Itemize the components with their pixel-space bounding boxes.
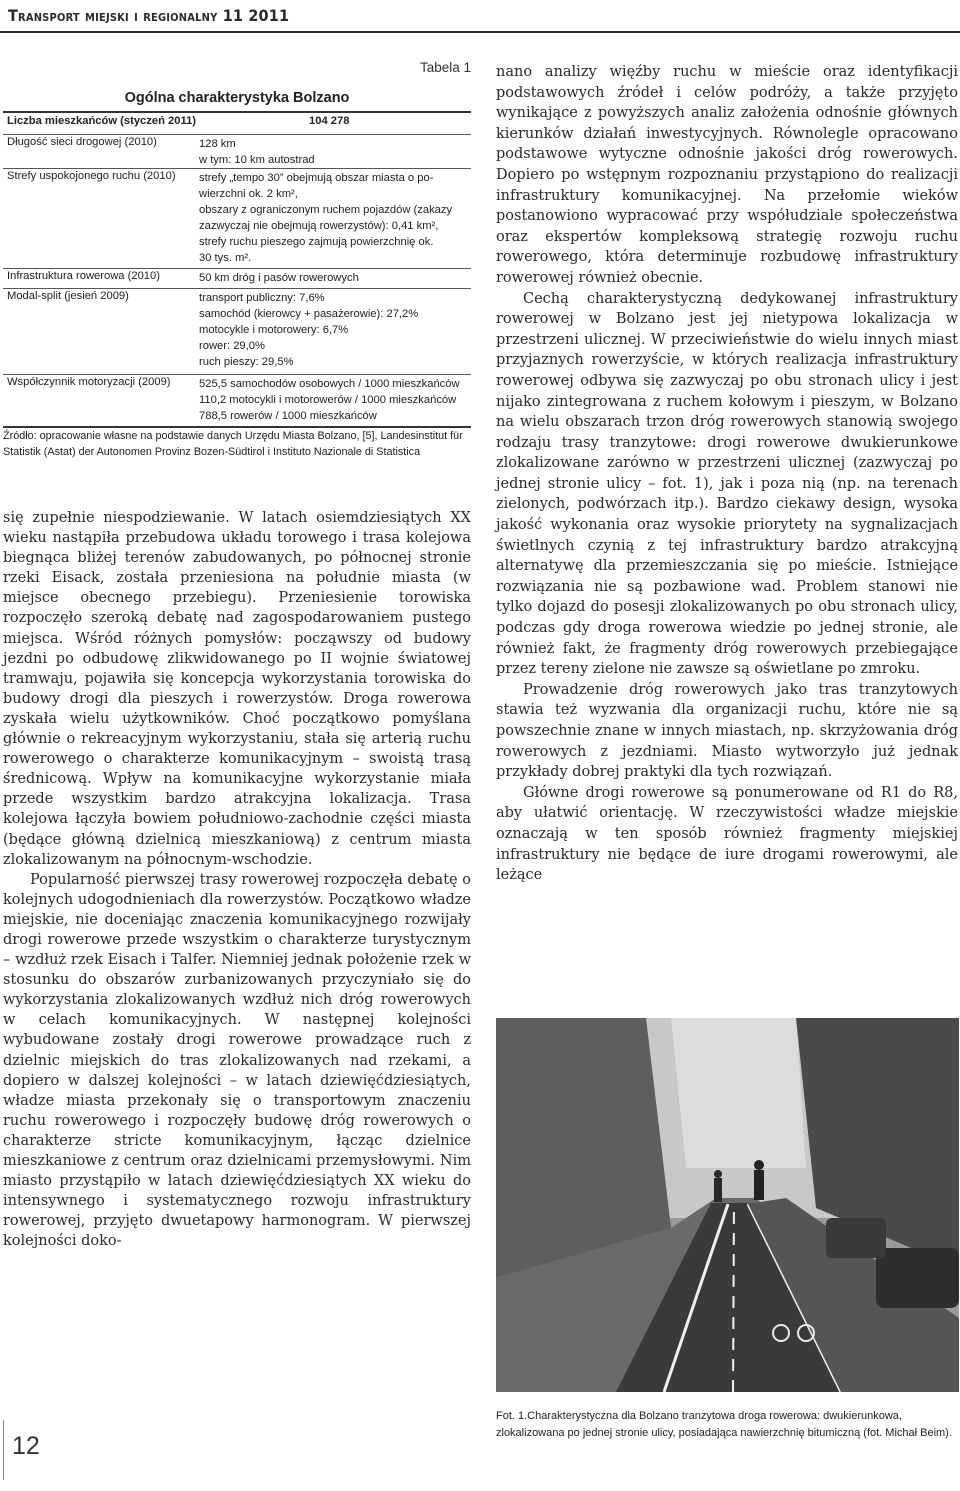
page-header (0, 0, 960, 34)
row-value (199, 270, 471, 286)
population-label: Liczba mieszkańców (styczeń 2011) (7, 115, 197, 127)
table-rule (3, 374, 471, 375)
header-rule (0, 31, 960, 33)
journal-title (8, 6, 289, 25)
row-value-line: 788,5 rowerów / 1000 mieszkańców (199, 410, 377, 422)
page-number: 12 (12, 1432, 40, 1460)
photo-caption: Fot. 1.Charakterystyczna dla Bolzano tranzytowa droga rowerowa: dwukierunkowa, zlokalizowana po jednej stronie ulicy, posiadająca nawierzchnię bitumiczną (fot. Michał Beim). (496, 1410, 952, 1439)
table-1 (3, 60, 471, 480)
table-rule (3, 134, 471, 135)
row-value-line: 50 km dróg i pasów rowerowych (199, 272, 359, 284)
paragraph: Prowadzenie dróg rowerowych jako tras tranzytowych stawia też wyzwania dla organizacji ruchu, które nie są powszechnie znane w innych miastach, np. skrzyżowania dróg rowerowych z jezdniami. Miasto wytworzyło już jednak przykłady dobrej praktyki dla tych rozwiązań. (496, 681, 958, 781)
row-value-line: motocykle i motorowery: 6,7% (199, 324, 349, 336)
row-value-line: wierzchni ok. 2 km², (199, 188, 298, 200)
row-label: Długość sieci drogowej (2010) (7, 136, 157, 148)
table-rule-top (3, 111, 471, 113)
table-title: Ogólna charakterystyka Bolzano (124, 90, 350, 106)
row-value-line: transport publiczny: 7,6% (199, 292, 325, 304)
page-number-rule (3, 1420, 4, 1480)
row-value-line: obszary z ograniczonym ruchem pojazdów (zakazy (199, 204, 453, 216)
row-value (199, 376, 471, 424)
row-value-line: 525,5 samochodów osobowych / 1000 mieszkańców (199, 378, 460, 390)
row-label: Infrastruktura rowerowa (2010) (7, 270, 160, 282)
paragraph: się zupełnie niespodziewanie. W latach osiemdziesiątych XX wieku nastąpiła przebudowa układu torowego i trasa kolejowa biegnąca bliżej terenów zabudowanych, po północnej stronie rzeki Eisack, została przeniesiona na południe miasta (w miejsce obecnego przebiegu). Przeniesienie torowiska rozpoczęło szeroką debatę nad zagospodarowaniem pustego miejsca. Wśród różnych pomysłów: począwszy od budowy jezdni po odbudowę zlikwidowanego po II wojnie światowej tramwaju, pojawiła się koncepcja wykorzystania torowiska do budowy drogi dla pieszych i rowerzystów. Droga rowerowa zyskała wielu użytkowników. Choć początkowo pomyślana głównie o rekreacyjnym wykorzystaniu, stała się arterią ruchu rowerowego o charakterze komunikacyjnym – swoistą trasą średnicową. Wpływ na komunikacyjne wykorzystanie miała przede wszystkim bardzo atrakcyjna lokalizacja. Trasa kolejowa łączyła bowiem południowo-zachodnie części miasta (będące główną dzielnicą mieszkaniową) z centrum miasta zlokalizowanym na północnym-wschodzie. (3, 510, 471, 868)
row-label: Strefy uspokojonego ruchu (2010) (7, 170, 176, 182)
row-value (199, 136, 471, 168)
journal-title-text: Transport miejski i regionalny 11 2011 (8, 6, 290, 25)
row-value-line: strefy ruchu pieszego zajmują powierzchnię ok. (199, 236, 434, 248)
table-label: Tabela 1 (419, 60, 471, 75)
row-label: Współczynnik motoryzacji (2009) (7, 376, 171, 388)
row-value-line: w tym: 10 km autostrad (199, 154, 315, 166)
table-rule (3, 288, 471, 289)
paragraph: nano analizy więźby ruchu w mieście oraz identyfikacji podstawowych źródeł i celów podróży, a także przyjęto wynikające z powyższych analiz założenia odnośnie głównych kierunków działań inwestycyjnych. Równolegle opracowano podstawowe wytyczne odnośnie jakości dróg rowerowych. Dopiero po wstępnym rozpoznaniu przystąpiono do realizacji infrastruktury komunikacyjnej. Na przełomie wieków postanowiono wypracować przy współudziale społeczeństwa oraz ekspertów kompleksową strategię rozwoju ruchu rowerowego, która determinuje rozbudowę infrastruktury rowerowej również obecnie. (496, 64, 958, 286)
paragraph: Cechą charakterystyczną dedykowanej infrastruktury rowerowej w Bolzano jest jej nietypowa lokalizacja w przestrzeni ulicznej. W przeciwieństwie do wielu innych miast przyjaznych rowerzyście, w których realizacja infrastruktury rowerowej odbywa się zazwyczaj po obu stronach ulicy i jest nijako zintegrowana z ruchem kołowym i pieszym, w Bolzano na wielu obszarach trzon dróg rowerowych stanowią swojego rodzaju trasy tranzytowe: drogi rowerowe dwukierunkowe zlokalizowane zarówno w przestrzeni ulicznej (zazwyczaj po jednej stronie ulicy – fot. 1), jak i poza nią (np. na terenach zielonych, podwórzach itp.). Bardzo ciekawy design, wysoka jakość wykonania oraz wysokie priorytety na sygnalizacjach świetlnych czynią z tej infrastruktury bardzo atrakcyjną alternatywę dla przemieszczania się po mieście. Istniejące rozwiązania nie są pozbawione wad. Problem stanowi nie tylko dojazd do posesji zlokalizowanych po obu stronach ulicy, podczas gdy droga rowerowa wiedzie po jednej stronie, ale również fakt, że fragmenty dróg rowerowych przebiegające przez tereny zielone nie zawsze są oświetlane po zmroku. (496, 290, 958, 678)
row-value-line: strefy „tempo 30” obejmują obszar miasta o po- (199, 172, 434, 184)
row-value-line: 128 km (199, 138, 236, 150)
row-value (199, 170, 471, 266)
table-rule (3, 168, 471, 169)
row-value-line: ruch pieszy: 29,5% (199, 356, 294, 368)
photo-bike-path (496, 1018, 959, 1392)
population-row (3, 115, 471, 131)
right-text-column (496, 62, 958, 886)
table-source-note: Źródło: opracowanie własne na podstawie danych Urzędu Miasta Bolzano, [5], Landesinstitut für Statistik (Astat) der Autonomen Provinz Bozen-Südtirol i Instituto Nazionale di Statistica (3, 430, 463, 458)
population-value: 104 278 (309, 115, 350, 127)
row-value-line: zazwyczaj nie obejmują rowerzystów): 0,41 km², (199, 220, 439, 232)
row-value (199, 290, 471, 370)
row-value-line: 110,2 motocykli i motorowerów / 1000 mieszkańców (199, 394, 457, 406)
left-text-column (3, 508, 471, 1251)
row-label: Modal-split (jesień 2009) (7, 290, 129, 302)
row-value-line: samochód (kierowcy + pasażerowie): 27,2% (199, 308, 419, 320)
row-value-line: 30 tys. m². (199, 252, 252, 264)
row-value-line: rower: 29,0% (199, 340, 265, 352)
photo-illustration (496, 1018, 959, 1392)
paragraph: Popularność pierwszej trasy rowerowej rozpoczęła debatę o kolejnych udogodnieniach dla rowerzystów. Początkowo władze miejskie, nie doceniając znaczenia komunikacyjnego rozwijały drogi rowerowe przede wszystkim o charakterze turystycznym – wzdłuż rzek Eisach i Talfer. Niemniej jednak położenie rzek w stosunku do obszarów zurbanizowanych przyczyniało się do wykorzystania zlokalizowanych wzdłuż nich dróg rowerowych w celach komunikacyjnych. W następnej kolejności wybudowane zostały drogi rowerowe prowadzące ruch z dzielnic miejskich do tras zlokalizowanych nad rzekami, a dopiero w dalszej kolejności – w latach dziewięćdziesiątych, władze miasta przekonały się o transportowym znaczeniu ruchu rowerowego i rozpoczęły budowę dróg rowerowych o charakterze stricte komunikacyjnym, łącząc dzielnice mieszkaniowe z centrum oraz dzielnicami przemysłowymi. Nim miasto przystąpiło w latach dziewięćdziesiątych XX wieku do intensywnego i systematycznego rozwoju infrastruktury rowerowej, przyjęto dwuetapowy harmonogram. W pierwszej kolejności doko- (3, 871, 471, 1250)
paragraph: Główne drogi rowerowe są ponumerowane od R1 do R8, aby ułatwić orientację. W rzeczywistości władze miejskie oznaczają w ten sposób również fragmenty miejskiej infrastruktury nie będące de iure drogami rowerowymi, ale leżące (496, 784, 958, 884)
table-rule (3, 268, 471, 269)
